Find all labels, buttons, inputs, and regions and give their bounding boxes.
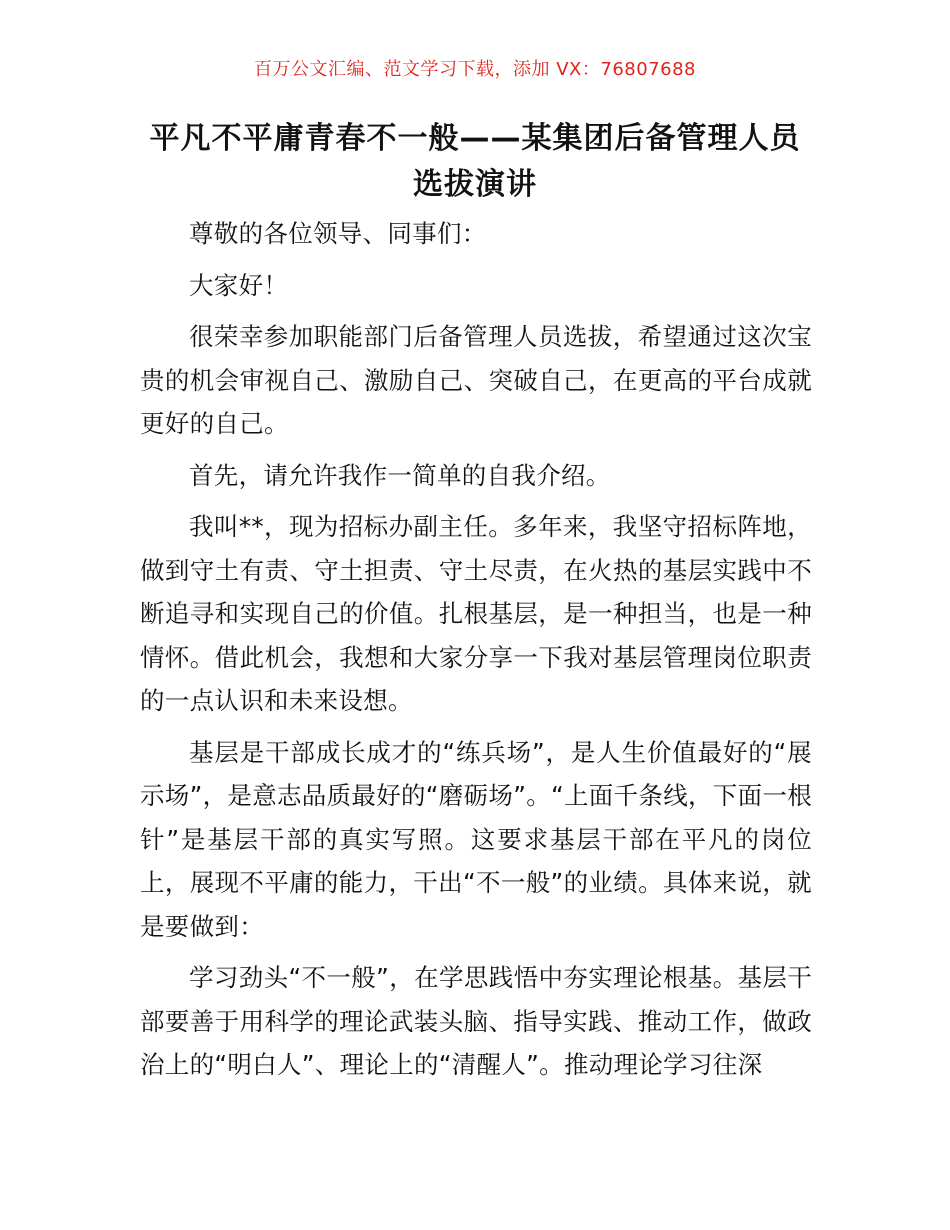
body-paragraph: 我叫**，现为招标办副主任。多年来，我坚守招标阵地，做到守土有责、守土担责、守土尽责，在火热的基层实践中不断追寻和实现自己的价值。扎根基层，是一种担当，也是一种情怀。借此机会，我想和大家分享一下我对基层管理岗位职责的一点认识和未来设想。: [140, 512, 812, 715]
body-paragraph: 很荣幸参加职能部门后备管理人员选拔，希望通过这次宝贵的机会审视自己、激励自己、突破自己，在更高的平台成就更好的自己。: [140, 322, 812, 438]
watermark-header-note: 百万公文汇编、范文学习下载，添加 VX：76807688: [254, 59, 696, 80]
document-body: [140, 212, 812, 1095]
document-title: 平凡不平庸青春不一般——某集团后备管理人员选拔演讲: [149, 121, 801, 202]
greeting-paragraph: 大家好！: [189, 270, 289, 300]
body-paragraph: 学习劲头“不一般”，在学思践悟中夯实理论根基。基层干部要善于用科学的理论武装头脑、指导实践、推动工作，做政治上的“明白人”、理论上的“清醒人”。推动理论学习往深: [140, 963, 812, 1079]
salutation-paragraph: 尊敬的各位领导、同事们：: [189, 219, 487, 248]
body-paragraph: 首先，请允许我作一简单的自我介绍。: [189, 460, 611, 490]
body-paragraph: 基层是干部成长成才的“练兵场”，是人生价值最好的“展示场”，是意志品质最好的“磨砺场”。“上面千条线，下面一根针”是基层干部的真实写照。这要求基层干部在平凡的岗位上，展现不平庸的能力，干出“不一般”的业绩。具体来说，就是要做到：: [140, 737, 812, 941]
